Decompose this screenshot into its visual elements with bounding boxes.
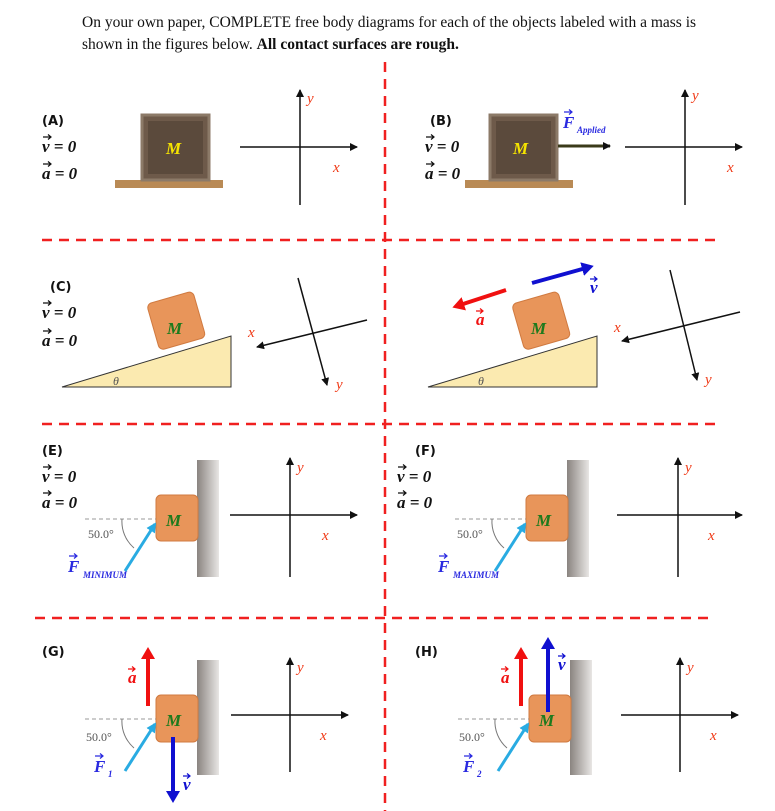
mass-label: M: [513, 139, 529, 158]
panel-f: [397, 444, 742, 580]
y-axis: [670, 270, 697, 380]
velocity-equation: v = 0: [42, 467, 77, 486]
force-arrow: [125, 724, 155, 771]
wall: [570, 660, 592, 775]
force-subscript: 1: [108, 769, 113, 779]
x-axis: [257, 320, 367, 347]
velocity-equation: v = 0: [397, 467, 432, 486]
y-axis-label: y: [687, 660, 694, 676]
angle-label: 50.0°: [459, 730, 485, 744]
panel-a: [42, 90, 357, 205]
angle-arc: [495, 719, 507, 748]
panel-label: (E): [42, 444, 63, 459]
x-axis-label: x: [708, 528, 715, 544]
mass-label: M: [531, 319, 547, 338]
force-label: F: [94, 757, 106, 776]
x-axis-label: x: [727, 160, 734, 176]
angle-arc: [492, 519, 504, 548]
force-arrow: [125, 524, 155, 571]
mass-label: M: [536, 511, 552, 530]
x-axis-label: x: [710, 728, 717, 744]
incline: [62, 336, 231, 387]
velocity-label: v: [590, 278, 598, 297]
acceleration-label: a: [501, 668, 510, 687]
angle-arc: [122, 519, 134, 548]
mass-label: M: [166, 511, 182, 530]
angle-label: 50.0°: [457, 527, 483, 541]
dividers: [35, 62, 715, 811]
force-arrow: [495, 524, 525, 571]
wall: [197, 460, 219, 577]
y-axis-label: y: [685, 460, 692, 476]
x-axis-label: x: [322, 528, 329, 544]
panel-e: [42, 444, 357, 580]
velocity-equation: v = 0: [425, 137, 460, 156]
velocity-label: v: [558, 655, 566, 674]
mass-label: M: [166, 139, 182, 158]
panel-label: (H): [415, 645, 438, 660]
velocity-arrow: [532, 268, 586, 283]
acceleration-equation: a = 0: [42, 331, 78, 350]
x-axis-label: x: [320, 728, 327, 744]
acceleration-label: a: [128, 668, 137, 687]
panel-h: [415, 645, 738, 779]
y-axis-label: y: [705, 372, 712, 388]
angle-label: 50.0°: [86, 730, 112, 744]
force-subscript: 2: [477, 769, 482, 779]
y-axis-label: y: [297, 660, 304, 676]
mass-label: M: [166, 711, 182, 730]
velocity-label: v: [183, 775, 191, 794]
y-axis-label: y: [336, 377, 343, 393]
x-axis-label: x: [614, 320, 621, 336]
panel-d: [428, 268, 740, 388]
x-axis-label: x: [333, 160, 340, 176]
y-axis-label: y: [692, 88, 699, 104]
force-subscript: MAXIMUM: [453, 570, 500, 580]
panel-label: (C): [50, 280, 72, 295]
mass-label: M: [539, 711, 555, 730]
force-label: F: [68, 557, 80, 576]
panel-label: (B): [430, 114, 452, 129]
force-subscript: Applied: [577, 125, 606, 135]
panel-c: [42, 278, 367, 393]
panel-g: [42, 645, 348, 795]
panel-b: [425, 88, 742, 205]
panel-label: (G): [42, 645, 65, 660]
force-label: F: [463, 757, 475, 776]
force-label: F: [563, 113, 575, 132]
theta-label: θ: [478, 374, 484, 388]
x-axis-label: x: [248, 325, 255, 341]
acceleration-equation: a = 0: [42, 164, 78, 183]
acceleration-arrow: [460, 290, 506, 305]
acceleration-label: a: [476, 310, 485, 329]
wall: [567, 460, 589, 577]
y-axis-label: y: [297, 460, 304, 476]
panel-label: (F): [415, 444, 436, 459]
acceleration-equation: a = 0: [42, 493, 78, 512]
instructions-text: On your own paper, COMPLETE free body diagrams for each of the objects labeled with a mass is shown in the figures below.: [82, 14, 697, 53]
panel-label: (A): [42, 114, 64, 129]
mass-label: M: [167, 319, 183, 338]
instructions-bold: All contact surfaces are rough.: [256, 36, 459, 53]
velocity-equation: v = 0: [42, 137, 77, 156]
acceleration-equation: a = 0: [397, 493, 433, 512]
y-axis-label: y: [307, 91, 314, 107]
angle-label: 50.0°: [88, 527, 114, 541]
force-label: F: [438, 557, 450, 576]
incline: [428, 336, 597, 387]
angle-arc: [122, 719, 134, 748]
acceleration-equation: a = 0: [425, 164, 461, 183]
force-subscript: MINIMUM: [83, 570, 128, 580]
force-arrow: [498, 724, 528, 771]
wall: [197, 660, 219, 775]
velocity-equation: v = 0: [42, 303, 77, 322]
theta-label: θ: [113, 374, 119, 388]
